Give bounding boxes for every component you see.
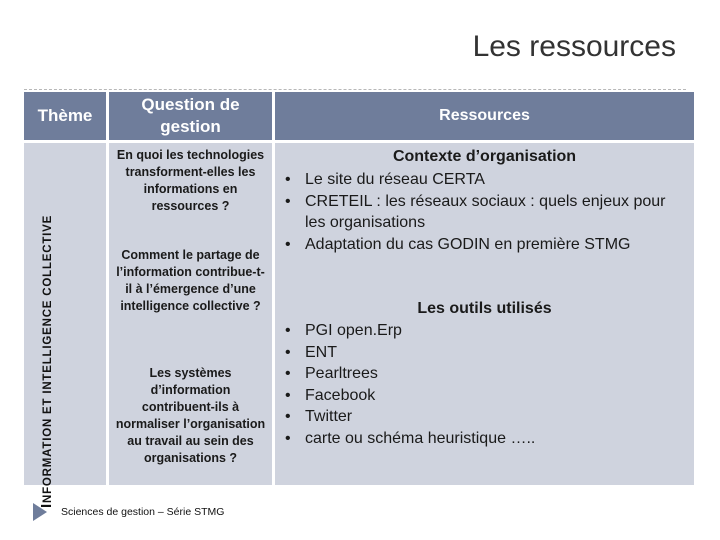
theme-cell <box>24 143 106 508</box>
list-item-text: Facebook <box>305 386 376 404</box>
bullet-icon: • <box>285 386 291 404</box>
list-item <box>283 363 688 385</box>
header-resources: Ressources <box>275 92 694 140</box>
header-theme: Thème <box>24 92 106 140</box>
header-question: Question de gestion <box>109 92 272 140</box>
bullet-icon: • <box>285 322 291 339</box>
question-text: En quoi les technologies transforment-elles les informations en ressources ? <box>116 148 265 213</box>
theme-label-rest: NFORMATION ET INTELLIGENCE COLLECTIVE <box>42 214 54 504</box>
list-item <box>283 342 688 364</box>
title-divider <box>24 89 686 90</box>
bullet-icon: • <box>285 365 291 382</box>
list-item <box>283 234 688 256</box>
list-item-text: Le site du réseau CERTA <box>305 171 485 188</box>
resources-table <box>24 92 694 508</box>
list-item <box>283 385 688 407</box>
list-item <box>283 428 688 450</box>
bullet-icon: • <box>285 171 291 188</box>
bullet-icon: • <box>285 408 291 425</box>
list-item <box>283 169 688 191</box>
context-heading: Contexte d’organisation <box>392 148 577 165</box>
tools-list <box>283 320 688 449</box>
list-item-text: Twitter <box>305 408 353 425</box>
list-item-text: Pearltrees <box>305 365 378 382</box>
bullet-icon: • <box>285 429 291 447</box>
bullet-icon: • <box>285 235 291 253</box>
list-item-text: carte ou schéma heuristique ….. <box>305 429 536 447</box>
list-item-text: Adaptation du cas GODIN en première STMG <box>305 235 631 253</box>
list-item <box>283 406 688 428</box>
list-item-text: ENT <box>305 343 337 361</box>
footer-text: Sciences de gestion – Série STMG <box>61 506 225 518</box>
theme-label-initial: I <box>38 503 55 508</box>
list-item <box>283 191 688 234</box>
bullet-icon: • <box>285 192 291 210</box>
slide-title: Les ressources <box>472 30 676 63</box>
list-item-text: CRETEIL : les réseaux sociaux : quels enjeux pour les organisations <box>305 192 666 231</box>
question-text: Les systèmes d’information contribuent-ils à normaliser l’organisation au travail au sein des organisations ? <box>115 366 266 465</box>
context-list <box>283 169 688 255</box>
play-arrow-icon <box>33 503 47 521</box>
resources-cell <box>275 143 694 485</box>
bullet-icon: • <box>285 343 291 361</box>
question-text: Comment le partage de l’information contribue-t-il à l’émergence d’une intelligence collective ? <box>116 248 265 313</box>
list-item-text: PGI open.Erp <box>305 322 402 339</box>
tools-heading: Les outils utilisés <box>417 300 552 317</box>
question-cell <box>109 143 272 485</box>
theme-vertical-label <box>38 215 55 508</box>
list-item <box>283 320 688 342</box>
